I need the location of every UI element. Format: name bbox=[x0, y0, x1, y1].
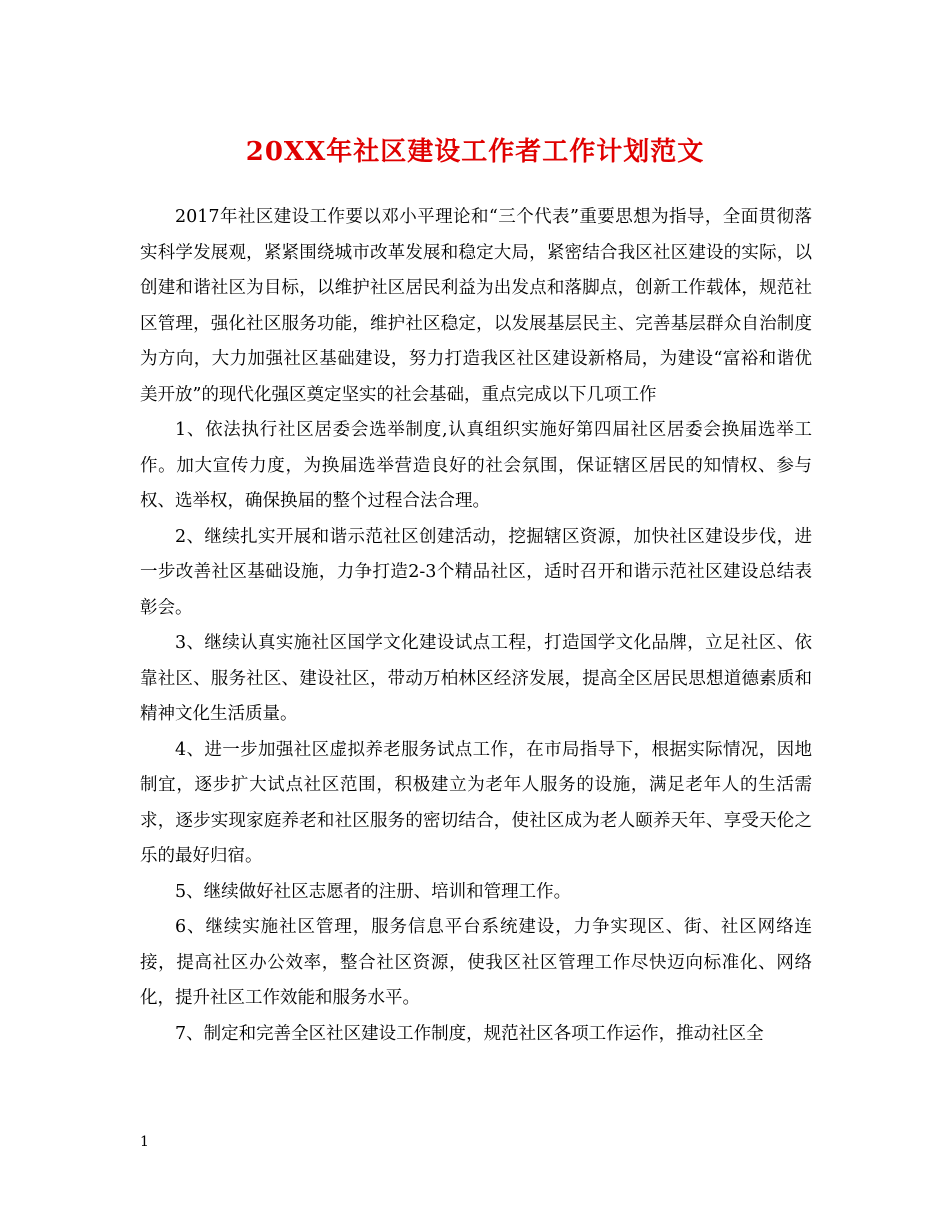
paragraph-intro: 2017年社区建设工作要以邓小平理论和“三个代表”重要思想为指导，全面贯彻落实科学发展观，紧紧围绕城市改革发展和稳定大局，紧密结合我区社区建设的实际，以创建和谐社区为目标，以维护社区居民利益为出发点和落脚点，创新工作载体，规范社区管理，强化社区服务功能，维护社区稳定，以发展基层民主、完善基层群众自治制度为方向，大力加强社区基础建设，努力打造我区社区建设新格局，为建设“富裕和谐优美开放”的现代化强区奠定坚实的社会基础，重点完成以下几项工作 bbox=[140, 207, 812, 405]
document-title: 20XX年社区建设工作者工作计划范文 bbox=[245, 137, 705, 167]
paragraph-item-7: 7、制定和完善全区社区建设工作制度，规范社区各项工作运作，推动社区全 bbox=[175, 1023, 764, 1044]
paragraph-item-3: 3、继续认真实施社区国学文化建设试点工程，打造国学文化品牌，立足社区、依靠社区、服务社区、建设社区，带动万柏林区经济发展，提高全区居民思想道德素质和精神文化生活质量。 bbox=[140, 633, 812, 724]
paragraph-item-5: 5、继续做好社区志愿者的注册、培训和管理工作。 bbox=[175, 881, 572, 902]
paragraph-item-1: 1、依法执行社区居委会选举制度,认真组织实施好第四届社区居委会换届选举工作。加大宣传力度，为换届选举营造良好的社会氛围，保证辖区居民的知情权、参与权、选举权，确保换届的整个过程合法合理。 bbox=[140, 420, 812, 511]
paragraph-item-4: 4、进一步加强社区虚拟养老服务试点工作，在市局指导下，根据实际情况，因地制宜，逐步扩大试点社区范围，积极建立为老年人服务的设施，满足老年人的生活需求，逐步实现家庭养老和社区服务的密切结合，使社区成为老人颐养天年、享受天伦之乐的最好归宿。 bbox=[140, 739, 812, 866]
paragraph-item-2: 2、继续扎实开展和谐示范社区创建活动，挖掘辖区资源，加快社区建设步伐，进一步改善社区基础设施，力争打造2-3个精品社区，适时召开和谐示范社区建设总结表彰会。 bbox=[140, 526, 812, 618]
page-number: 1 bbox=[140, 1134, 149, 1150]
document-body bbox=[140, 200, 812, 1052]
paragraph-item-6: 6、继续实施社区管理，服务信息平台系统建设，力争实现区、街、社区网络连接，提高社区办公效率，整合社区资源，使我区社区管理工作尽快迈向标准化、网络化，提升社区工作效能和服务水平。 bbox=[140, 917, 812, 1008]
